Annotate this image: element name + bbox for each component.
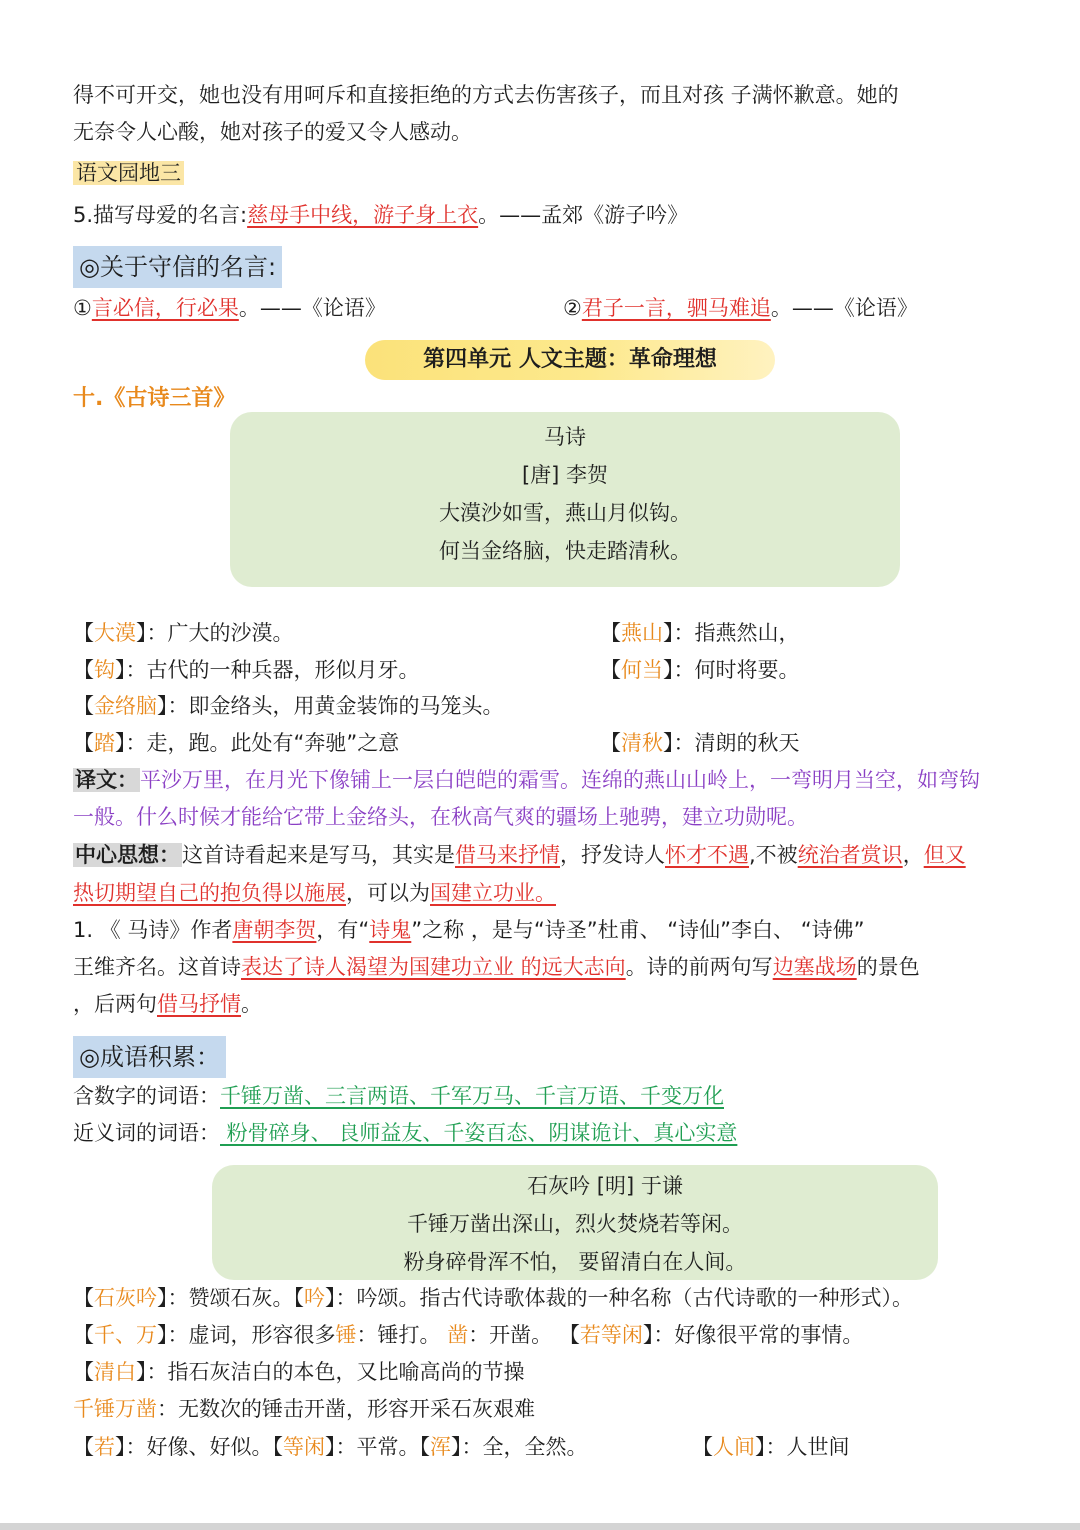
gloss-ta: 【踏】：走，跑。此处有“奔驰”之意 (73, 731, 400, 755)
idioms-heading: ◎成语积累： (73, 1036, 226, 1078)
gloss-qianchui: 千锤万凿：无数次的锤击开凿，形容开采石灰艰难 (73, 1397, 535, 1421)
central-idea-line: 中心思想：这首诗看起来是写马，其实是借马来抒情，抒发诗人怀才不遇,不被统治者赏识，但又 (75, 843, 966, 867)
central-idea-line: 热切期望自己的抱负得以施展，可以为国建立功业。 (73, 881, 556, 905)
note-line: ，后两句借马抒情。 (73, 992, 262, 1016)
translation-line: 译文：平沙万里，在月光下像铺上一层白皑皑的霜雪。连绵的燕山山岭上，一弯明月当空，如弯钩 (75, 768, 980, 792)
note-line: 王维齐名。这首诗表达了诗人渴望为国建功立业 的远大志向。诗的前两句写边塞战场的景色 (73, 955, 920, 979)
paragraph-line: 无奈令人心酸，她对孩子的爱又令人感动。 (73, 120, 472, 144)
gloss-damo: 【大漠】：广大的沙漠。 (73, 621, 294, 645)
gloss-gou: 【钩】：古代的一种兵器，形似月牙。 (73, 658, 420, 682)
gloss-shihuiyin: 【石灰吟】：赞颂石灰。【吟】：吟颂。指古代诗歌体裁的一种名称（古代诗歌的一种形式）。 (73, 1286, 913, 1310)
paragraph-line: 得不可开交，她也没有用呵斥和直接拒绝的方式去伤害孩子，而且对孩 子满怀歉意。她的 (73, 83, 899, 107)
poem-line: 粉身碎骨浑不怕， 要留清白在人间。 (403, 1250, 747, 1274)
poem-box-mashi (230, 412, 900, 587)
mother-love-quote: 5.描写母爱的名言:慈母手中线，游子身上衣。——孟郊《游子吟》 (73, 203, 689, 227)
poem-title: 马诗 (544, 425, 586, 449)
page-bottom-divider (0, 1523, 1080, 1530)
idioms-numbers: 含数字的词语：千锤万凿、三言两语、千军万马、千言万语、千变万化 (73, 1084, 724, 1108)
unit-title: 第四单元 人文主题：革命理想 (365, 340, 775, 380)
gloss-ruo: 【若】：好像、好似。【等闲】：平常。【浑】：全，全然。 (73, 1435, 588, 1459)
poem-line: 何当金络脑，快走踏清秋。 (439, 539, 691, 563)
note-line: 1. 《 马诗》作者唐朝李贺，有“诗鬼”之称 ，是与“诗圣”杜甫、 “诗仙”李白、 “诗佛” (73, 918, 865, 942)
gloss-qingqiu: 【清秋】：清朗的秋天 (600, 731, 800, 755)
trust-heading: ◎关于守信的名言: (73, 246, 282, 288)
gloss-qianwan: 【千、万】：虚词，形容很多锤：锤打。 凿：开凿。 【若等闲】：好像很平常的事情。 (73, 1323, 864, 1347)
gloss-renjian: 【人间】：人世间 (692, 1435, 850, 1459)
translation-line: 一般。什么时候才能给它带上金络头，在秋高气爽的疆场上驰骋，建立功勋呢。 (73, 805, 808, 829)
garden3-heading: 语文园地三 (73, 158, 184, 188)
poem-box-shihuiyin (212, 1165, 938, 1280)
poem-author: [唐] 李贺 (521, 463, 609, 487)
poem-line: 千锤万凿出深山，烈火焚烧若等闲。 (407, 1212, 743, 1236)
poem-title: 石灰吟 [明] 于谦 (527, 1174, 683, 1198)
trust-quote-1: ①言必信，行必果。——《论语》 (73, 296, 386, 320)
trust-quote-2: ②君子一言，驷马难追。——《论语》 (563, 296, 918, 320)
gloss-yanshan: 【燕山】：指燕然山， (600, 621, 800, 645)
gloss-hedang: 【何当】：何时将要。 (600, 658, 800, 682)
lesson-title: 十.《古诗三首》 (73, 386, 236, 411)
gloss-qingbai: 【清白】：指石灰洁白的本色，又比喻高尚的节操 (73, 1360, 525, 1384)
idioms-synonyms: 近义词的词语： 粉骨碎身、 良师益友、千姿百态、阴谋诡计、真心实意 (73, 1121, 738, 1145)
gloss-jinluonao: 【金络脑】：即金络头，用黄金装饰的马笼头。 (73, 694, 504, 718)
poem-line: 大漠沙如雪，燕山月似钩。 (439, 501, 691, 525)
